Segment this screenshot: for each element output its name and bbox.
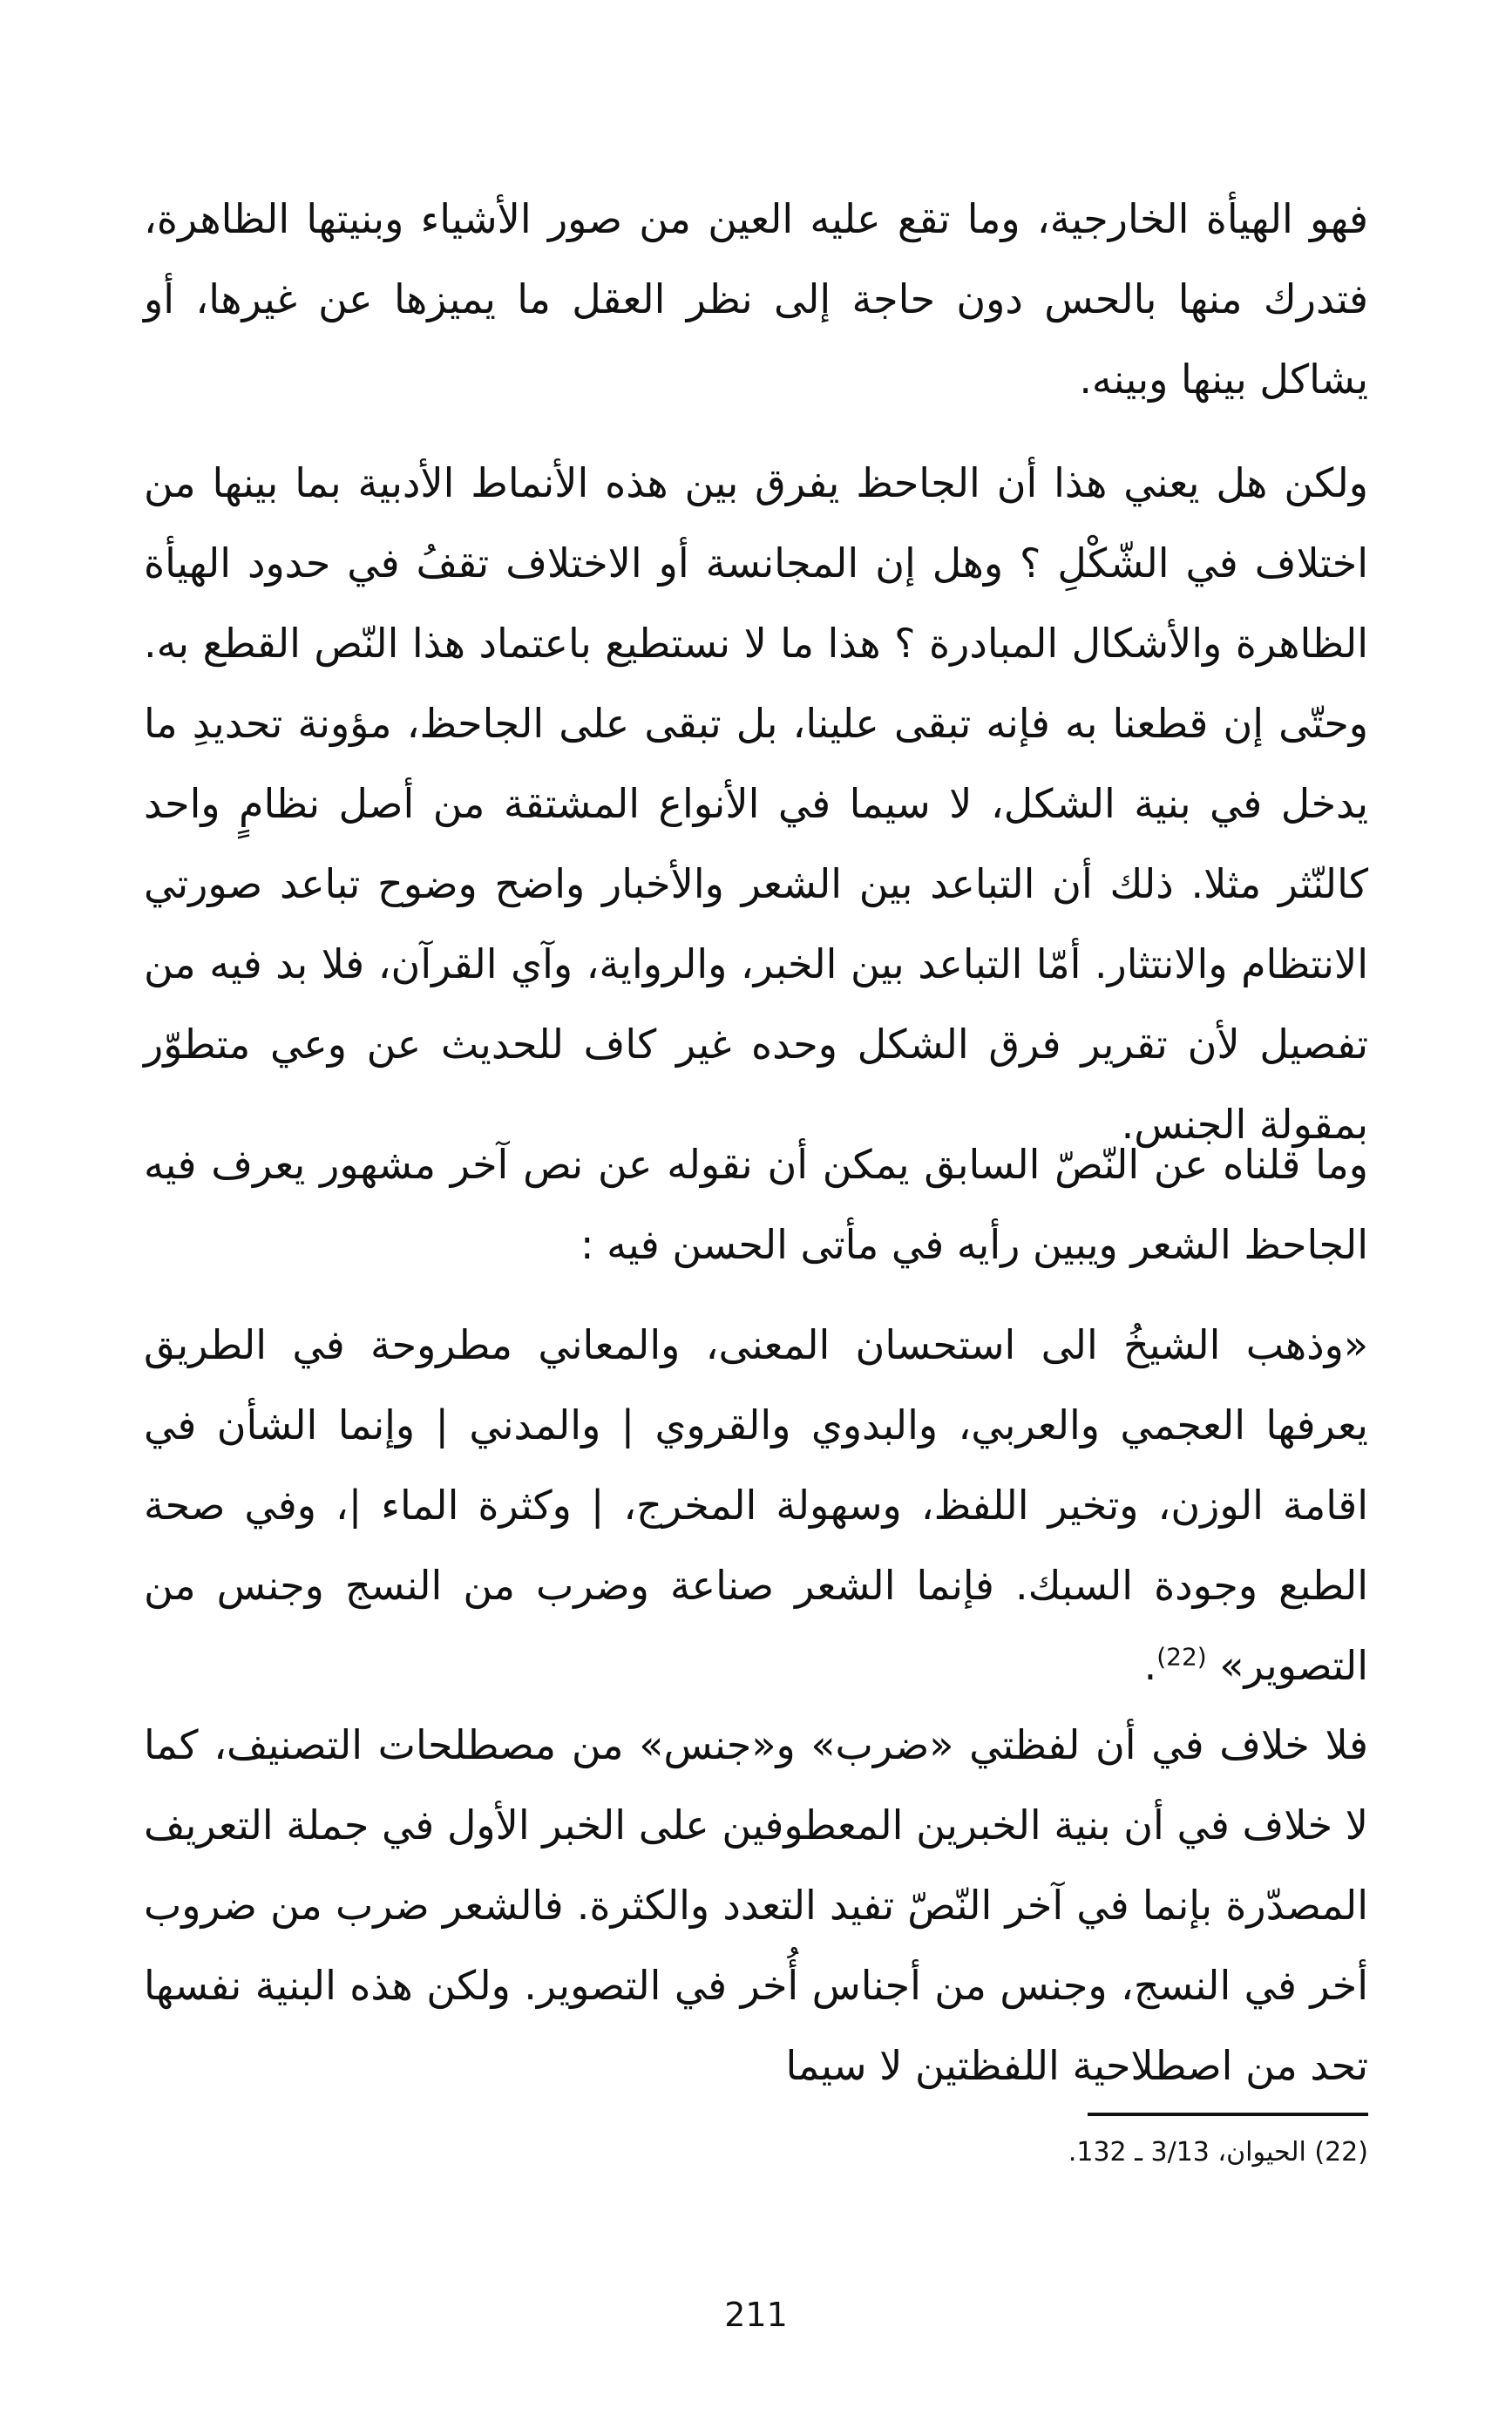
- paragraph-1: فهو الهيأة الخارجية، وما تقع عليه العين من صور الأشياء وبنيتها الظاهرة، فتدرك منها بالحس دون حاجة إلى نظر العقل ما يميزها عن غيرها، أو يشاكل بينها وبينه.: [144, 195, 1368, 403]
- quotation-paragraph: [144, 1305, 1368, 1706]
- page-number: 211: [724, 2296, 788, 2334]
- footnote-divider: [1088, 2113, 1368, 2116]
- quotation-text: «وذهب الشيخُ الى استحسان المعنى، والمعاني مطروحة في الطريق يعرفها العجمي والعربي، والبدوي والقروي | والمدني | وإنما الشأن في اقامة الوزن، وتخير اللفظ، وسهولة المخرج، | وكثرة الماء |، وفي صحة الطبع وجودة السبك. فإنما الشعر صناعة وضرب من النسج وجنس من التصوير»: [144, 1321, 1368, 1689]
- footnote-reference: (22): [1156, 1642, 1207, 1672]
- paragraph-5: فلا خلاف في أن لفظتي «ضرب» و«جنس» من مصطلحات التصنيف، كما لا خلاف في أن بنية الخبرين المعطوفين على الخبر الأول في جملة التعريف المصدّرة بإنما في آخر النّصّ تفيد التعدد والكثرة. فالشعر ضرب من ضروب أخر في النسج، وجنس من أجناس أُخر في التصوير. ولكن هذه البنية نفسها تحد من اصطلاحية اللفظتين لا سيما: [144, 1721, 1368, 2089]
- footnote: (22) الحيوان، 3/13 ـ 132.: [1068, 2137, 1368, 2168]
- paragraph-3: وما قلناه عن النّصّ السابق يمكن أن نقوله عن نص آخر مشهور يعرف فيه الجاحظ الشعر ويبين رأيه في مأتى الحسن فيه :: [144, 1141, 1368, 1268]
- paragraph-2: ولكن هل يعني هذا أن الجاحظ يفرق بين هذه الأنماط الأدبية بما بينها من اختلاف في الشّكْلِ ؟ وهل إن المجانسة أو الاختلاف تقفُ في حدود الهيأة الظاهرة والأشكال المبادرة ؟ هذا ما لا نستطيع باعتماد هذا النّص القطع به. وحتّى إن قطعنا به فإنه تبقى علينا، بل تبقى على الجاحظ، مؤونة تحديدِ ما يدخل في بنية الشكل، لا سيما في الأنواع المشتقة من أصل نظامٍ واحد كالنّثر مثلا. ذلك أن التباعد بين الشعر والأخبار واضح وضوح تباعد صورتي الانتظام والانتثار. أمّا التباعد بين الخبر، والرواية، وآي القرآن، فلا بد فيه من تفصيل لأن تقرير فرق الشكل وحده غير كاف للحديث عن وعي متطوّر بمقولة الجنس.: [144, 459, 1368, 1148]
- quotation-trailing-punctuation: .: [1143, 1642, 1157, 1689]
